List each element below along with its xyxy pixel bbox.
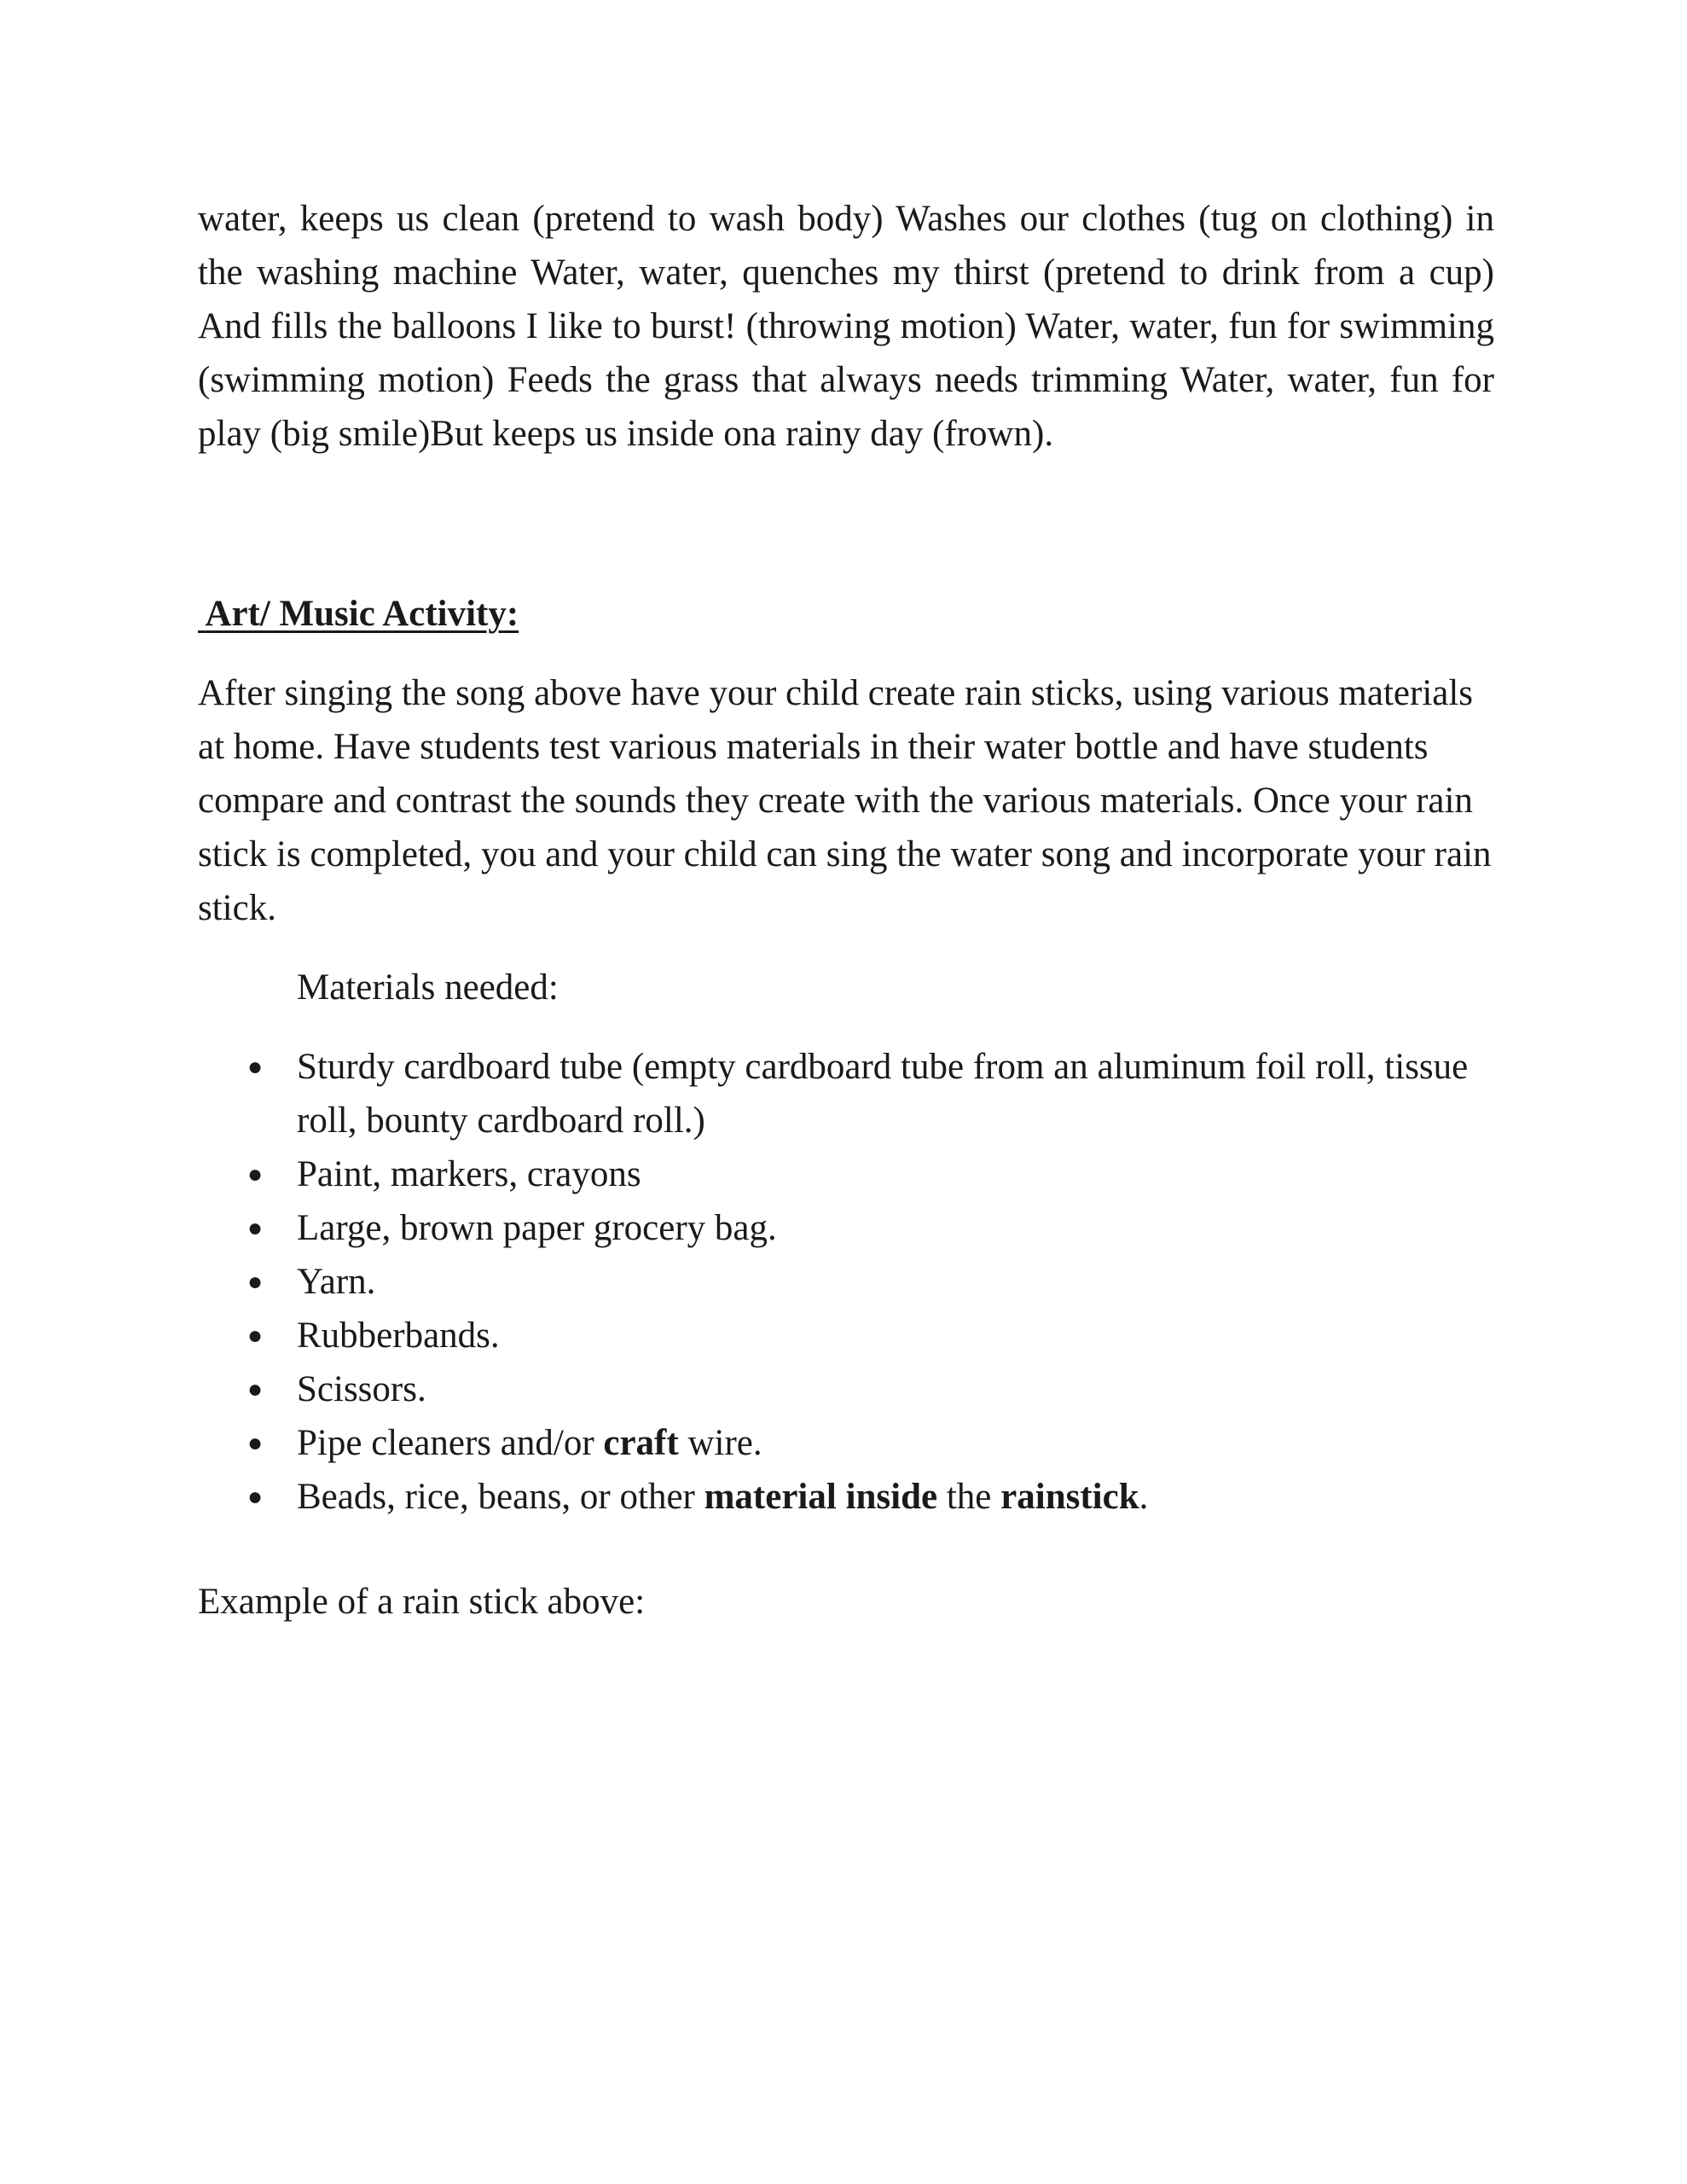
song-lyrics-paragraph: water, keeps us clean (pretend to wash body) Washes our clothes (tug on clothing) in the washing machine Water, water, quenches my thirst (pretend to drink from a cup) And fills the balloons I like to burst! (throwing motion) Water, water, fun for swimming (swimming motion) Feeds the grass that always needs trimming Water, water, fun for play (big smile)But keeps us inside ona rainy day (frown). [198, 199, 1494, 454]
list-item-text-part: wire. [678, 1423, 762, 1463]
bullet-icon: ● [247, 1160, 264, 1188]
list-item-text: Paint, markers, crayons [297, 1154, 641, 1194]
bullet-icon: ● [247, 1321, 264, 1350]
section-heading-text: Art/ Music Activity: [205, 594, 519, 634]
section-heading [198, 587, 1494, 641]
bullet-icon: ● [247, 1268, 264, 1296]
list-item-bold-text: material inside [704, 1477, 938, 1517]
list-item [198, 1470, 1499, 1524]
example-caption: Example of a rain stick above: [198, 1582, 646, 1622]
list-item-text: Large, brown paper grocery bag. [297, 1208, 777, 1248]
bullet-icon: ● [247, 1053, 264, 1081]
list-item-text [297, 1477, 1148, 1517]
list-item-text: Scissors. [297, 1369, 426, 1409]
list-item [198, 1147, 1499, 1201]
list-item [198, 1309, 1499, 1362]
list-item-text-part: the [937, 1477, 1001, 1517]
bullet-icon: ● [247, 1214, 264, 1242]
list-item-text-part: Beads, rice, beans, or other [297, 1477, 704, 1517]
list-item [198, 1255, 1499, 1309]
bullet-icon: ● [247, 1483, 264, 1511]
list-item [198, 1362, 1499, 1416]
list-item-bold-text: rainstick [1000, 1477, 1139, 1517]
list-item [198, 1416, 1499, 1470]
bullet-icon: ● [247, 1429, 264, 1457]
list-item-text: Sturdy cardboard tube (empty cardboard tube from an aluminum foil roll, tissue roll, bounty cardboard roll.) [297, 1047, 1469, 1141]
list-item-bold-text: craft [603, 1423, 679, 1463]
materials-label: Materials needed: [297, 967, 559, 1008]
list-item-text-part: . [1139, 1477, 1149, 1517]
activity-instructions-paragraph: After singing the song above have your child create rain sticks, using various materials at home. Have students test various materials in their water bottle and have students compare and contrast the sounds they create with the various materials. Once your rain stick is completed, you and your child can sing the water song and incorporate your rain stick. [198, 673, 1492, 928]
page-content [198, 192, 1494, 1629]
list-item-text: Yarn. [297, 1262, 376, 1302]
list-item-text: Rubberbands. [297, 1316, 500, 1356]
list-item-text [297, 1423, 762, 1463]
list-item [198, 1040, 1499, 1147]
materials-list [198, 1040, 1494, 1524]
bullet-icon: ● [247, 1375, 264, 1403]
list-item [198, 1201, 1499, 1255]
list-item-text-part: Pipe cleaners and/or [297, 1423, 604, 1463]
